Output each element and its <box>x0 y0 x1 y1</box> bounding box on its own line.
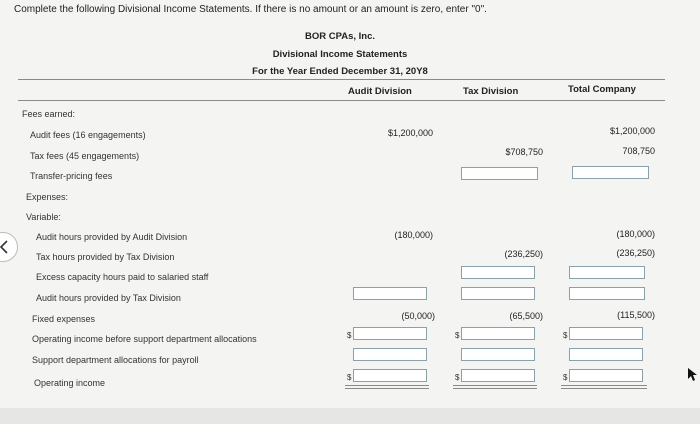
mouse-pointer-icon <box>688 368 698 387</box>
chevron-left-icon <box>0 240 8 254</box>
fixed-total-value: (115,500) <box>617 310 655 320</box>
transfer-pricing-tax-input[interactable] <box>461 167 538 180</box>
instruction-text: Complete the following Divisional Income Statements. If there is no amount or an amount is zero, enter "0". <box>14 4 487 15</box>
tax-fees-total-value: 708,750 <box>622 146 655 156</box>
label-transfer-pricing: Transfer-pricing fees <box>30 171 113 181</box>
audit-total-underline <box>345 385 429 386</box>
tax-total-underline <box>453 385 537 386</box>
excess-capacity-tax-input[interactable] <box>461 266 535 279</box>
col-audit-division: Audit Division <box>348 86 412 97</box>
audit-hours-audit-value: (180,000) <box>394 230 433 240</box>
column-header-rule <box>18 100 665 101</box>
tax-hours-tax-value: (236,250) <box>504 249 543 259</box>
audit-total-double-underline <box>345 388 429 389</box>
operating-before-tax-input[interactable] <box>461 327 535 340</box>
audit-fees-total-value: $1,200,000 <box>609 126 655 136</box>
company-total-underline <box>561 385 647 386</box>
header-rule <box>18 79 665 80</box>
operating-income-tax-input[interactable] <box>461 369 535 382</box>
footer-bar <box>0 408 700 424</box>
label-expenses: Expenses: <box>26 192 69 202</box>
label-operating-income: Operating income <box>34 378 106 388</box>
operating-before-total-input[interactable] <box>569 327 643 340</box>
dollar-sign-audit-before: $ <box>347 331 352 340</box>
label-fees-earned: Fees earned: <box>22 109 76 119</box>
col-total-company: Total Company <box>568 84 636 95</box>
fixed-tax-value: (65,500) <box>509 311 543 321</box>
support-alloc-audit-input[interactable] <box>353 348 427 361</box>
company-name: BOR CPAs, Inc. <box>304 31 376 42</box>
support-alloc-total-input[interactable] <box>569 348 643 361</box>
tax-hours-total-value: (236,250) <box>616 248 655 258</box>
dollar-sign-tax-before: $ <box>455 331 460 340</box>
dollar-sign-tax-income: $ <box>455 373 460 382</box>
col-tax-division: Tax Division <box>463 86 519 97</box>
label-excess-capacity: Excess capacity hours paid to salaried staff <box>36 272 209 282</box>
tax-fees-tax-value: $708,750 <box>505 147 543 157</box>
company-total-double-underline <box>561 388 647 389</box>
transfer-pricing-total-input[interactable] <box>572 166 649 179</box>
dollar-sign-total-before: $ <box>563 331 568 340</box>
label-fixed-expenses: Fixed expenses <box>32 314 96 324</box>
dollar-sign-audit-income: $ <box>347 373 352 382</box>
audit-hours-tax-total-input[interactable] <box>569 287 645 300</box>
label-audit-fees: Audit fees (16 engagements) <box>30 130 146 140</box>
label-variable: Variable: <box>26 212 61 222</box>
label-tax-hours-tax: Tax hours provided by Tax Division <box>36 252 175 262</box>
excess-capacity-total-input[interactable] <box>569 266 645 279</box>
audit-fees-audit-value: $1,200,000 <box>387 128 433 138</box>
operating-before-audit-input[interactable] <box>353 327 427 340</box>
label-support-allocations: Support department allocations for payroll <box>32 355 199 365</box>
label-audit-hours-tax: Audit hours provided by Tax Division <box>36 293 181 303</box>
audit-hours-total-value: (180,000) <box>616 229 655 239</box>
previous-button[interactable] <box>0 232 18 262</box>
statement-title: Divisional Income Statements <box>272 49 408 60</box>
label-tax-fees: Tax fees (45 engagements) <box>30 151 140 161</box>
statement-period: For the Year Ended December 31, 20Y8 <box>252 66 428 77</box>
fixed-audit-value: (50,000) <box>401 311 435 321</box>
audit-hours-tax-audit-input[interactable] <box>353 287 427 300</box>
audit-hours-tax-tax-input[interactable] <box>461 287 535 300</box>
dollar-sign-total-income: $ <box>563 373 568 382</box>
tax-total-double-underline <box>453 388 537 389</box>
label-audit-hours-audit: Audit hours provided by Audit Division <box>36 232 188 242</box>
support-alloc-tax-input[interactable] <box>461 348 535 361</box>
operating-income-audit-input[interactable] <box>353 369 427 382</box>
label-operating-before: Operating income before support department allocations <box>32 334 257 344</box>
operating-income-total-input[interactable] <box>569 369 643 382</box>
